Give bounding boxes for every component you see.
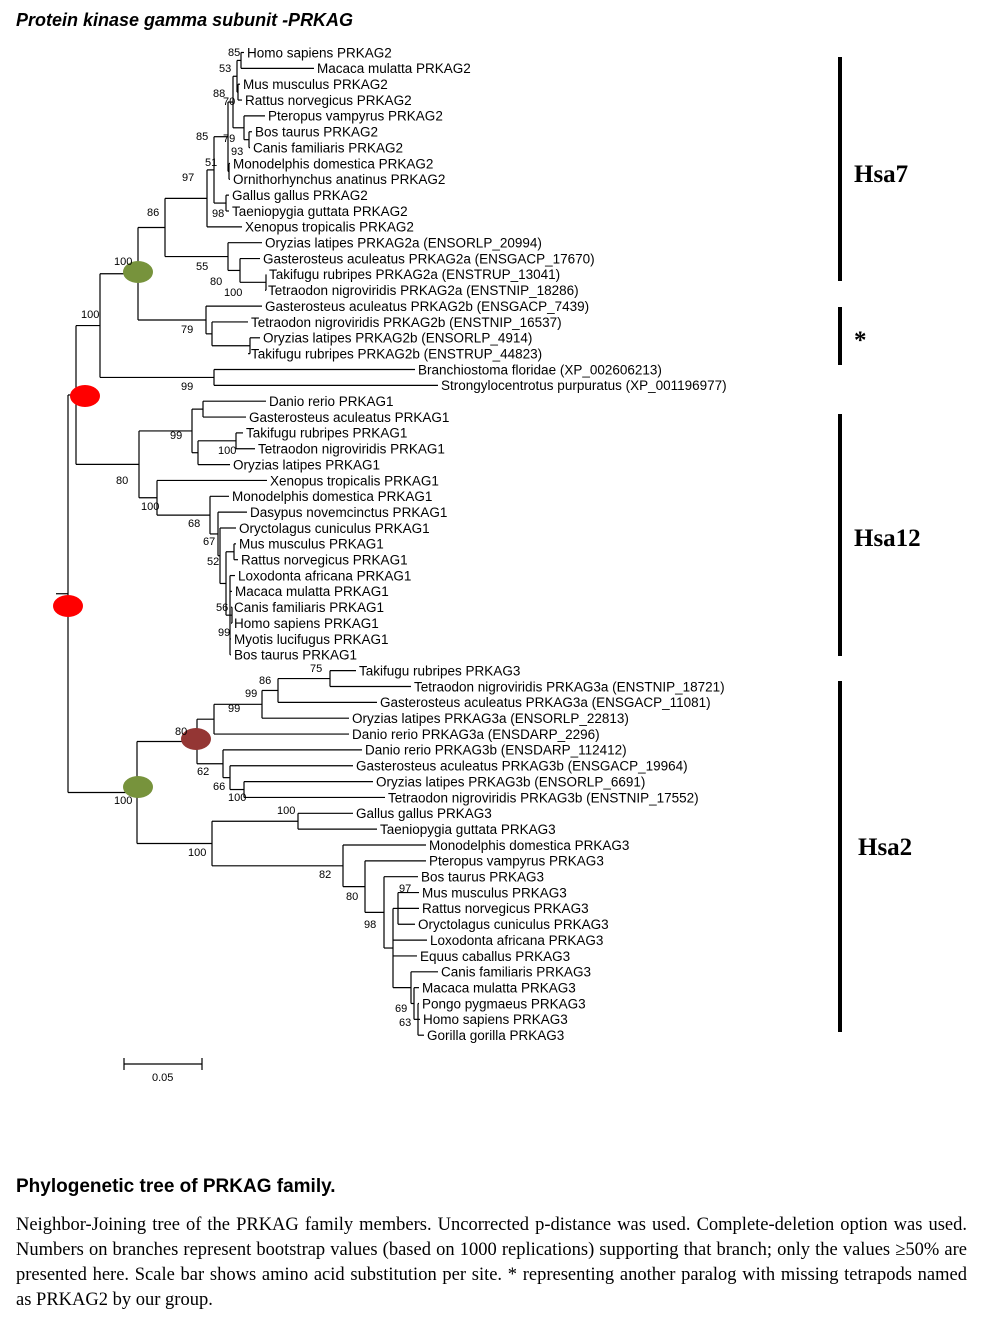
bootstrap-value: 100 [218,445,237,457]
bootstrap-value: 70 [223,96,236,108]
leaf-label: Homo sapiens PRKAG2 [247,45,392,61]
bootstrap-value: 100 [114,795,133,807]
leaf-label: Gasterosteus aculeatus PRKAG2a (ENSGACP_17670) [263,251,595,267]
leaf-label: Myotis lucifugus PRKAG1 [234,631,389,647]
leaf-label: Canis familiaris PRKAG2 [253,140,404,156]
bootstrap-value: 99 [228,703,241,715]
bootstrap-value: 98 [212,208,225,220]
leaf-label: Oryzias latipes PRKAG2b (ENSORLP_4914) [263,330,533,346]
bootstrap-value: 88 [213,88,226,100]
leaf-label: Rattus norvegicus PRKAG3 [422,901,589,917]
leaf-label: Macaca mulatta PRKAG3 [422,980,576,996]
leaf-label: Xenopus tropicalis PRKAG2 [245,219,414,235]
bootstrap-value: 80 [210,276,223,288]
leaf-label: Dasypus novemcinctus PRKAG1 [250,504,448,520]
leaf-label: Oryzias latipes PRKAG1 [233,457,381,473]
group-label: Hsa2 [858,834,913,861]
bootstrap-value: 55 [196,261,209,273]
bootstrap-value: 99 [245,688,258,700]
leaf-label: Branchiostoma floridae (XP_002606213) [418,362,662,378]
leaf-label: Monodelphis domestica PRKAG2 [233,156,434,172]
leaf-label: Gorilla gorilla PRKAG3 [427,1028,565,1043]
group-label: Hsa7 [854,161,909,188]
leaf-label: Mus musculus PRKAG3 [422,885,567,901]
bootstrap-value: 86 [259,675,272,687]
leaf-label: Oryctolagus cuniculus PRKAG1 [239,520,430,536]
leaf-label: Homo sapiens PRKAG3 [423,1012,568,1028]
bootstrap-value: 80 [116,475,129,487]
scale-bar-label: 0.05 [152,1072,174,1084]
leaf-label: Mus musculus PRKAG1 [239,536,384,552]
leaf-label: Taeniopygia guttata PRKAG3 [380,821,556,837]
bootstrap-value: 53 [219,63,232,75]
leaf-label: Danio rerio PRKAG3a (ENSDARP_2296) [352,726,600,742]
leaf-label: Mus musculus PRKAG2 [243,77,388,92]
leaf-label: Bos taurus PRKAG2 [255,124,379,140]
leaf-label: Bos taurus PRKAG3 [421,869,545,885]
bootstrap-value: 79 [223,133,236,145]
bootstrap-value: 100 [277,805,296,817]
bootstrap-value: 97 [399,883,412,895]
leaf-label: Macaca mulatta PRKAG1 [235,584,389,600]
leaf-label: Taeniopygia guttata PRKAG2 [232,203,408,219]
leaf-label: Danio rerio PRKAG3b (ENSDARP_112412) [365,742,627,758]
leaf-label: Strongylocentrotus purpuratus (XP_001196977) [441,378,727,394]
leaf-label: Tetraodon nigroviridis PRKAG3b (ENSTNIP_17552) [388,790,699,806]
bootstrap-value: 85 [196,131,209,143]
bootstrap-value: 85 [228,47,241,59]
bootstrap-value: 100 [228,792,247,804]
leaf-label: Pteropus vampyrus PRKAG2 [268,108,443,124]
leaf-label: Gasterosteus aculeatus PRKAG2b (ENSGACP_7439) [265,298,590,314]
bootstrap-value: 68 [188,518,201,530]
leaf-label: Oryzias latipes PRKAG3a (ENSORLP_22813) [352,711,629,726]
duplication-node-marker [70,385,100,407]
bootstrap-value: 99 [170,430,183,442]
leaf-label: Oryctolagus cuniculus PRKAG3 [418,917,609,933]
leaf-label: Gallus gallus PRKAG2 [232,187,368,203]
leaf-label: Equus caballus PRKAG3 [420,948,571,964]
bootstrap-value: 86 [147,207,160,219]
group-label: * [854,327,867,354]
bootstrap-value: 62 [197,766,210,778]
bootstrap-value: 100 [81,309,100,321]
bootstrap-value: 56 [216,602,229,614]
leaf-label: Takifugu rubripes PRKAG2b (ENSTRUP_44823) [251,346,543,362]
bootstrap-value: 82 [319,869,332,881]
leaf-label: Gasterosteus aculeatus PRKAG3a (ENSGACP_11081) [380,695,711,711]
leaf-label: Takifugu rubripes PRKAG2a (ENSTRUP_13041) [269,267,561,283]
bootstrap-value: 79 [181,324,194,336]
bootstrap-value: 93 [231,146,244,158]
bootstrap-value: 66 [213,781,226,793]
leaf-label: Gasterosteus aculeatus PRKAG1 [249,409,450,425]
bootstrap-value: 97 [182,172,195,184]
bootstrap-value: 100 [188,847,207,859]
bootstrap-value: 75 [310,663,323,675]
bootstrap-value: 69 [395,1003,408,1015]
leaf-label: Canis familiaris PRKAG1 [234,600,385,616]
bootstrap-value: 98 [364,919,377,931]
leaf-label: Rattus norvegicus PRKAG1 [241,552,408,568]
bootstrap-value: 63 [399,1017,412,1029]
duplication-node-marker [53,595,83,617]
leaf-label: Takifugu rubripes PRKAG3 [359,663,521,679]
leaf-label: Oryzias latipes PRKAG2a (ENSORLP_20994) [265,235,542,251]
leaf-label: Pongo pygmaeus PRKAG3 [422,996,586,1012]
group-label: Hsa12 [854,525,921,552]
leaf-label: Rattus norvegicus PRKAG2 [245,92,412,108]
figure-title: Protein kinase gamma subunit -PRKAG [16,10,354,30]
bootstrap-value: 51 [205,157,218,169]
bootstrap-value: 67 [203,536,216,548]
leaf-label: Tetraodon nigroviridis PRKAG2b (ENSTNIP_16537) [251,314,562,330]
leaf-label: Oryzias latipes PRKAG3b (ENSORLP_6691) [376,774,646,790]
bootstrap-value: 100 [224,287,243,299]
bootstrap-value: 100 [114,256,133,268]
leaf-label: Xenopus tropicalis PRKAG1 [270,473,439,489]
bootstrap-value: 99 [218,627,231,639]
leaf-label: Bos taurus PRKAG1 [234,647,358,663]
leaf-label: Ornithorhynchus anatinus PRKAG2 [233,172,446,188]
leaf-label: Pteropus vampyrus PRKAG3 [429,853,604,869]
leaf-label: Homo sapiens PRKAG1 [234,615,379,631]
caption-title: Phylogenetic tree of PRKAG family. [16,1176,336,1197]
leaf-label: Loxodonta africana PRKAG1 [238,568,412,584]
caption-text: Neighbor-Joining tree of the PRKAG family members. Uncorrected p-distance was used. Complete-deletion option was used. Numbers on branches represent bootstrap values (based on 1000 replications) supporting that branch; only the values ≥50% are presented here. Scale bar shows amino acid substitution per site. * representing another paralog with missing tetrapods named as PRKAG2 by our group. [16,1215,967,1310]
leaf-label: Tetraodon nigroviridis PRKAG1 [258,441,445,457]
leaf-label: Canis familiaris PRKAG3 [441,964,592,980]
leaf-label: Loxodonta africana PRKAG3 [430,932,604,948]
leaf-label: Macaca mulatta PRKAG2 [317,61,471,77]
bootstrap-value: 80 [175,726,188,738]
leaf-label: Takifugu rubripes PRKAG1 [246,425,408,441]
bootstrap-value: 52 [207,556,220,568]
leaf-label: Gallus gallus PRKAG3 [356,806,492,822]
leaf-label: Gasterosteus aculeatus PRKAG3b (ENSGACP_19964) [356,758,688,774]
leaf-label: Danio rerio PRKAG1 [269,394,394,409]
leaf-label: Monodelphis domestica PRKAG1 [232,489,433,505]
leaf-label: Tetraodon nigroviridis PRKAG3a (ENSTNIP_18721) [414,679,725,695]
leaf-label: Monodelphis domestica PRKAG3 [429,837,630,853]
leaf-label: Tetraodon nigroviridis PRKAG2a (ENSTNIP_18286) [268,283,579,299]
bootstrap-value: 99 [181,381,194,393]
bootstrap-value: 80 [346,891,359,903]
bootstrap-value: 100 [141,501,160,513]
